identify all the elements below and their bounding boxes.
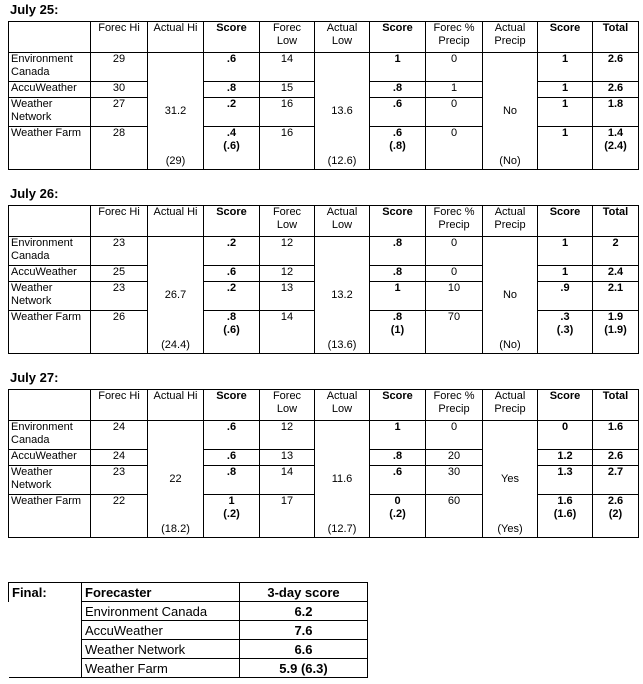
final-forecaster-name: Weather Farm — [82, 659, 240, 678]
score-hi-alt-value: (.6) — [223, 324, 240, 336]
score-hi-value: .2 — [204, 237, 260, 266]
forecaster-name: AccuWeather — [9, 82, 91, 98]
actual-hi-cell — [148, 53, 204, 170]
day-title-july-27: July 27: — [10, 370, 59, 385]
score-precip-alt-value: (.3) — [556, 324, 574, 336]
actual-low-cell — [315, 53, 370, 170]
forecast-table-july-27 — [8, 389, 639, 538]
header-actual-low: Actual Low — [315, 390, 370, 421]
day-title-july-25: July 25: — [10, 2, 59, 17]
header-score-hi: Score — [204, 206, 260, 237]
forec-precip-value: 70 — [426, 311, 483, 354]
header-score-precip: Score — [538, 390, 593, 421]
forec-low-value: 14 — [260, 311, 315, 354]
forec-hi-value: 23 — [91, 282, 148, 311]
actual-low-cell — [315, 237, 370, 354]
score-low-value: .8 — [370, 82, 426, 98]
actual-precip-alt-value: (No) — [499, 339, 521, 351]
actual-precip-alt-value: (No) — [499, 155, 521, 167]
forecaster-name: Weather Farm — [9, 127, 91, 170]
score-precip-value: 1 — [561, 127, 569, 139]
actual-precip-cell — [483, 237, 538, 354]
header-score-low: Score — [370, 390, 426, 421]
total-cell — [593, 311, 639, 354]
header-forec-low: Forec Low — [260, 206, 315, 237]
final-header-score: 3-day score — [240, 583, 368, 602]
final-score-table — [8, 582, 368, 678]
header-score-hi: Score — [204, 22, 260, 53]
total-value: 2.1 — [593, 282, 639, 311]
actual-low-alt-value: (13.6) — [327, 339, 357, 351]
forec-precip-value: 0 — [426, 127, 483, 170]
forec-low-value: 12 — [260, 266, 315, 282]
final-spacer-cell — [9, 659, 82, 678]
final-header-forecaster: Forecaster — [82, 583, 240, 602]
header-actual-hi: Actual Hi — [148, 206, 204, 237]
total-value: 1.4 — [607, 127, 624, 139]
final-row — [9, 621, 368, 640]
forecast-table-july-25 — [8, 21, 639, 170]
score-low-value: 1 — [370, 421, 426, 450]
forec-hi-value: 29 — [91, 53, 148, 82]
forec-precip-value: 30 — [426, 466, 483, 495]
forecaster-name: Environment Canada — [9, 237, 91, 266]
header-total: Total — [593, 22, 639, 53]
final-score-value: 7.6 — [240, 621, 368, 640]
header-actual-precip: Actual Precip — [483, 22, 538, 53]
score-precip-value: 1 — [538, 53, 593, 82]
forec-hi-value: 23 — [91, 466, 148, 495]
header-row — [9, 390, 639, 421]
forec-precip-value: 0 — [426, 266, 483, 282]
score-hi-cell — [204, 495, 260, 538]
score-hi-value: .4 — [226, 127, 237, 139]
header-total: Total — [593, 390, 639, 421]
actual-precip-value: No — [502, 288, 518, 301]
score-precip-value: 0 — [538, 421, 593, 450]
score-precip-cell — [538, 495, 593, 538]
header-forec-precip: Forec % Precip — [426, 206, 483, 237]
score-low-value: .8 — [370, 237, 426, 266]
actual-low-value: 13.2 — [331, 288, 353, 301]
score-precip-value: .3 — [560, 311, 570, 323]
forec-hi-value: 22 — [91, 495, 148, 538]
forec-hi-value: 24 — [91, 421, 148, 450]
forecast-table-july-26 — [8, 205, 639, 354]
forec-hi-value: 27 — [91, 98, 148, 127]
forecaster-name: AccuWeather — [9, 266, 91, 282]
score-precip-alt-value: (1.6) — [553, 508, 577, 520]
forecaster-name: Environment Canada — [9, 53, 91, 82]
actual-hi-value: 26.7 — [164, 288, 187, 301]
total-alt-value: (2) — [608, 508, 623, 520]
corner-cell — [9, 390, 91, 421]
score-low-value: .6 — [392, 127, 403, 139]
forec-hi-value: 28 — [91, 127, 148, 170]
table-row — [9, 53, 639, 82]
forec-hi-value: 25 — [91, 266, 148, 282]
actual-hi-alt-value: (18.2) — [161, 523, 190, 535]
actual-precip-alt-value: (Yes) — [497, 523, 523, 535]
actual-low-alt-value: (12.7) — [327, 523, 357, 535]
score-hi-value: .2 — [204, 282, 260, 311]
actual-hi-cell — [148, 421, 204, 538]
score-hi-value: .8 — [204, 466, 260, 495]
score-precip-value: 1.2 — [538, 450, 593, 466]
header-row — [9, 22, 639, 53]
header-score-low: Score — [370, 206, 426, 237]
forec-low-value: 12 — [260, 237, 315, 266]
forec-low-value: 15 — [260, 82, 315, 98]
total-alt-value: (1.9) — [604, 324, 627, 336]
final-forecaster-name: AccuWeather — [82, 621, 240, 640]
score-low-cell — [370, 127, 426, 170]
actual-precip-value: No — [502, 104, 518, 117]
forec-precip-value: 1 — [426, 82, 483, 98]
final-spacer-cell — [9, 621, 82, 640]
actual-precip-cell — [483, 53, 538, 170]
actual-hi-alt-value: (29) — [165, 155, 186, 167]
header-row — [9, 206, 639, 237]
forecaster-name: Environment Canada — [9, 421, 91, 450]
score-low-value: .8 — [370, 450, 426, 466]
forec-low-value: 13 — [260, 450, 315, 466]
forec-precip-value: 0 — [426, 421, 483, 450]
score-hi-cell — [204, 311, 260, 354]
score-hi-alt-value: (.2) — [223, 508, 240, 520]
actual-low-value: 11.6 — [331, 472, 353, 485]
header-actual-low: Actual Low — [315, 206, 370, 237]
day-title-july-26: July 26: — [10, 186, 59, 201]
score-low-value: .6 — [370, 98, 426, 127]
score-hi-alt-value: (.6) — [223, 140, 240, 152]
score-low-cell — [370, 311, 426, 354]
total-value: 1.6 — [593, 421, 639, 450]
total-value: 1.8 — [593, 98, 639, 127]
final-score-value: 5.9 (6.3) — [240, 659, 368, 678]
score-precip-cell — [538, 127, 593, 170]
final-spacer-cell — [9, 640, 82, 659]
total-value: 2.6 — [607, 495, 624, 507]
forecaster-name: AccuWeather — [9, 450, 91, 466]
header-score-precip: Score — [538, 206, 593, 237]
forec-low-value: 12 — [260, 421, 315, 450]
forec-low-value: 14 — [260, 466, 315, 495]
score-precip-value: 1 — [538, 237, 593, 266]
score-low-alt-value: (.8) — [389, 140, 406, 152]
score-low-cell — [370, 495, 426, 538]
total-value: 2.6 — [593, 450, 639, 466]
header-actual-hi: Actual Hi — [148, 22, 204, 53]
header-forec-precip: Forec % Precip — [426, 390, 483, 421]
actual-low-value: 13.6 — [331, 104, 353, 117]
total-value: 2.6 — [593, 53, 639, 82]
final-row — [9, 640, 368, 659]
final-forecaster-name: Weather Network — [82, 640, 240, 659]
score-precip-value: 1 — [538, 82, 593, 98]
total-value: 2.4 — [593, 266, 639, 282]
score-precip-value: 1 — [538, 266, 593, 282]
score-hi-value: .2 — [204, 98, 260, 127]
forec-hi-value: 23 — [91, 237, 148, 266]
table-row — [9, 421, 639, 450]
actual-hi-alt-value: (24.4) — [161, 339, 190, 351]
score-low-value: .8 — [392, 311, 403, 323]
forec-precip-value: 0 — [426, 237, 483, 266]
actual-precip-value: Yes — [501, 472, 519, 485]
total-value: 1.9 — [607, 311, 624, 323]
total-value: 2 — [593, 237, 639, 266]
forec-low-value: 14 — [260, 53, 315, 82]
forec-low-value: 16 — [260, 127, 315, 170]
header-actual-precip: Actual Precip — [483, 206, 538, 237]
score-precip-value: 1.6 — [557, 495, 573, 507]
forec-precip-value: 0 — [426, 53, 483, 82]
total-value: 2.7 — [593, 466, 639, 495]
header-score-hi: Score — [204, 390, 260, 421]
forecaster-name: Weather Network — [9, 98, 91, 127]
header-actual-precip: Actual Precip — [483, 390, 538, 421]
header-total: Total — [593, 206, 639, 237]
forec-hi-value: 26 — [91, 311, 148, 354]
score-low-value: 1 — [370, 282, 426, 311]
forec-precip-value: 10 — [426, 282, 483, 311]
score-hi-value: .6 — [204, 450, 260, 466]
final-row — [9, 659, 368, 678]
score-low-value: 0 — [394, 495, 401, 507]
final-forecaster-name: Environment Canada — [82, 602, 240, 621]
total-cell — [593, 127, 639, 170]
header-score-precip: Score — [538, 22, 593, 53]
actual-hi-cell — [148, 237, 204, 354]
final-row — [9, 602, 368, 621]
score-hi-value: .6 — [204, 421, 260, 450]
forec-low-value: 13 — [260, 282, 315, 311]
forec-precip-value: 60 — [426, 495, 483, 538]
score-hi-value: .6 — [204, 53, 260, 82]
corner-cell — [9, 22, 91, 53]
final-spacer-cell — [9, 602, 82, 621]
score-hi-value: .6 — [204, 266, 260, 282]
actual-hi-value: 31.2 — [164, 104, 187, 117]
total-cell — [593, 495, 639, 538]
forec-hi-value: 24 — [91, 450, 148, 466]
forec-low-value: 16 — [260, 98, 315, 127]
actual-hi-value: 22 — [169, 472, 182, 485]
header-forec-hi: Forec Hi — [91, 22, 148, 53]
header-actual-low: Actual Low — [315, 22, 370, 53]
score-hi-cell — [204, 127, 260, 170]
score-low-value: 1 — [370, 53, 426, 82]
final-score-value: 6.2 — [240, 602, 368, 621]
forec-precip-value: 20 — [426, 450, 483, 466]
actual-precip-cell — [483, 421, 538, 538]
forec-precip-value: 0 — [426, 98, 483, 127]
header-actual-hi: Actual Hi — [148, 390, 204, 421]
forec-hi-value: 30 — [91, 82, 148, 98]
score-precip-value: .9 — [538, 282, 593, 311]
header-forec-precip: Forec % Precip — [426, 22, 483, 53]
score-hi-value: .8 — [204, 82, 260, 98]
total-alt-value: (2.4) — [604, 140, 627, 152]
final-score-value: 6.6 — [240, 640, 368, 659]
total-value: 2.6 — [593, 82, 639, 98]
actual-low-alt-value: (12.6) — [327, 155, 357, 167]
forecaster-name: Weather Farm — [9, 311, 91, 354]
final-header-row — [9, 583, 368, 602]
forecaster-name: Weather Network — [9, 282, 91, 311]
final-label: Final: — [9, 583, 82, 602]
corner-cell — [9, 206, 91, 237]
score-precip-value: 1.3 — [538, 466, 593, 495]
table-row — [9, 237, 639, 266]
header-forec-hi: Forec Hi — [91, 390, 148, 421]
header-forec-hi: Forec Hi — [91, 206, 148, 237]
header-score-low: Score — [370, 22, 426, 53]
score-precip-value: 1 — [538, 98, 593, 127]
actual-low-cell — [315, 421, 370, 538]
forecaster-name: Weather Farm — [9, 495, 91, 538]
score-hi-value: .8 — [226, 311, 237, 323]
forecaster-name: Weather Network — [9, 466, 91, 495]
forec-low-value: 17 — [260, 495, 315, 538]
score-precip-cell — [538, 311, 593, 354]
header-forec-low: Forec Low — [260, 390, 315, 421]
score-low-alt-value: (1) — [390, 324, 405, 336]
score-low-alt-value: (.2) — [389, 508, 406, 520]
header-forec-low: Forec Low — [260, 22, 315, 53]
score-low-value: .6 — [370, 466, 426, 495]
score-hi-value: 1 — [228, 495, 235, 507]
score-low-value: .8 — [370, 266, 426, 282]
